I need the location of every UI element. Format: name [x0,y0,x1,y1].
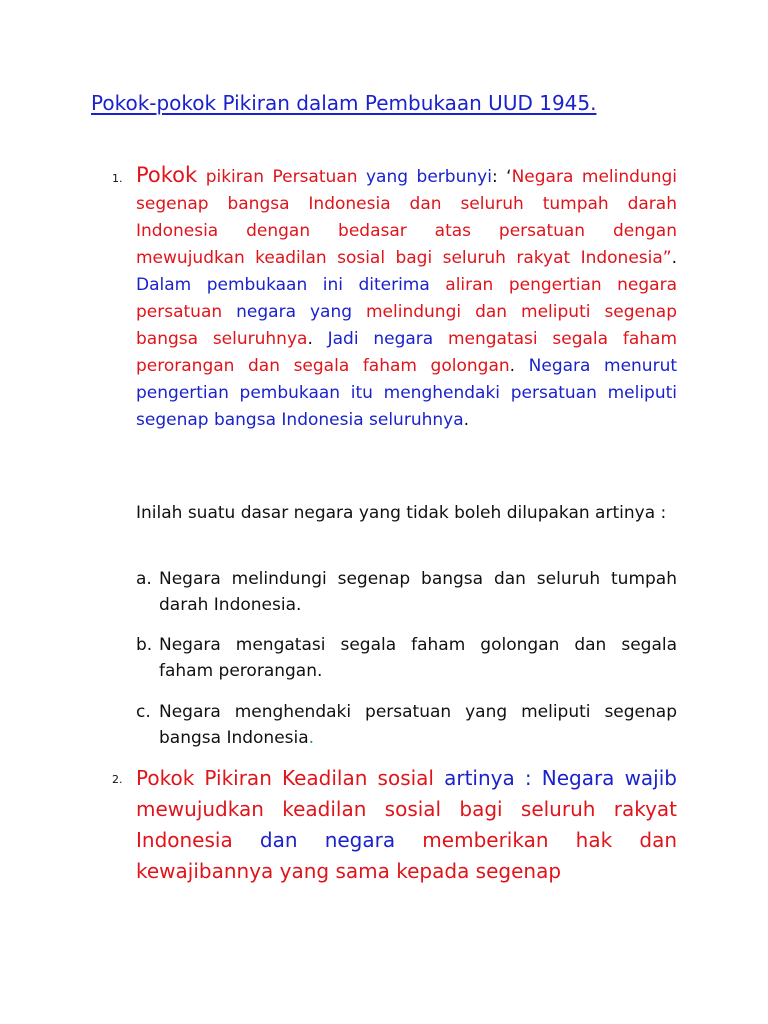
item2-text-segment: dan negara [259,828,423,852]
sub-marker-c: c. [136,702,151,722]
item1-text-segment: Dalam pembukaan ini diterima [136,275,446,295]
item1-text-segment: Negara melindungi segenap bangsa Indonesia dan seluruh tumpah darah Indonesia dengan bedasar atas persatuan dengan mewujudkan keadilan sosial bagi seluruh rakyat Indonesia” [136,167,677,268]
item1-text-segment: Pokok [136,163,198,187]
sub-item-b-text: Negara mengatasi segala faham golongan dan segala faham perorangan. [159,635,677,681]
sub-item-a-text: Negara melindungi segenap bangsa dan seluruh tumpah darah Indonesia. [159,569,677,615]
item1-text-segment: mengatasi segala faham perorangan dan segala faham golongan [136,329,678,376]
item1-text-segment: . [307,329,328,349]
document-title: Pokok-pokok Pikiran dalam Pembukaan UUD 1945. [91,91,597,115]
sub-marker-b: b. [136,635,153,655]
sub-item-b [159,632,677,684]
item1-text-segment: Jadi negara [327,329,448,349]
item1-text-segment: Negara menurut pengertian pembukaan itu menghendaki persatuan meliputi segenap bangsa Indonesia seluruhnya [136,356,678,430]
paragraph-keadilan-sosial [136,763,677,887]
sub-marker-a: a. [136,569,152,589]
sub-item-c [159,699,677,751]
sub-item-a [159,566,677,618]
item2-text-segment: artinya : Negara wajib [444,766,677,790]
item1-text-segment: melindungi dan meliputi segenap bangsa seluruhnya [136,302,677,349]
item1-text-segment: : ‘ [491,167,512,187]
item1-text-segment: pikiran Persatuan [197,167,366,187]
list-marker-2: 2. [112,773,123,786]
item1-text-segment: . [671,248,677,268]
sub-item-c-tail: . [308,728,315,748]
item1-text-segment: . [463,410,470,430]
paragraph-persatuan [136,162,677,434]
sub-item-c-text: Negara menghendaki persatuan yang meliputi segenap bangsa Indonesia [159,702,677,748]
intro-text: Inilah suatu dasar negara yang tidak boleh dilupakan artinya : [136,503,667,523]
item2-text-segment: Pokok Pikiran Keadilan sosial [136,766,445,790]
item1-text-segment: negara yang [236,302,366,322]
item1-text-segment: yang berbunyi [366,167,492,187]
item1-text-segment: . [509,356,529,376]
list-marker-1: 1. [112,172,123,185]
item2-text-segment: memberikan hak dan kewajibannya yang sama kepada segenap [136,828,677,883]
item1-text-segment: aliran pengertian negara persatuan [136,275,678,322]
item2-text-segment: mewujudkan keadilan sosial bagi seluruh rakyat Indonesia [136,797,677,852]
